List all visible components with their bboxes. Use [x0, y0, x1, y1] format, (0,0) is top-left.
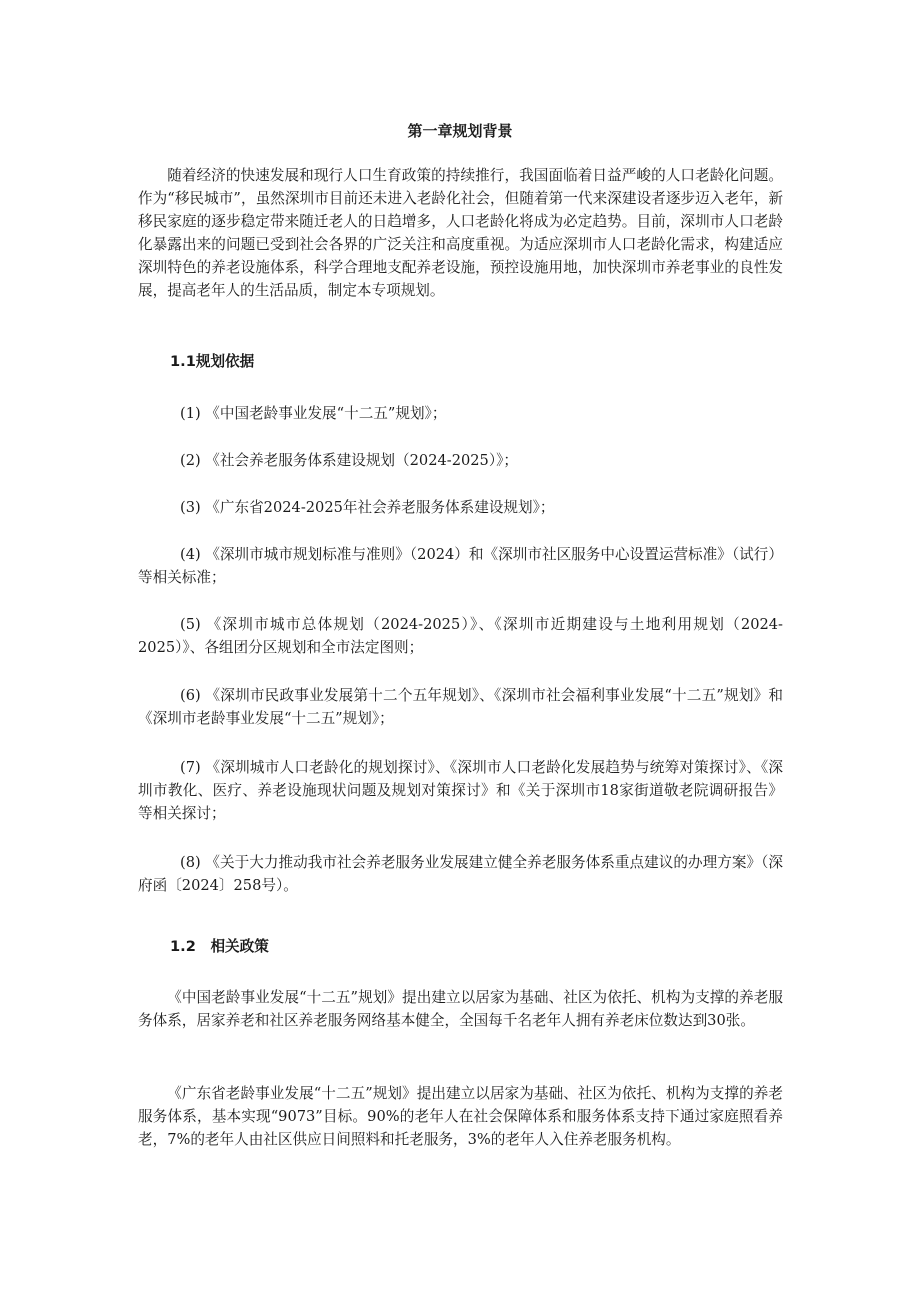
section-heading-1-2: 1.2 相关政策: [170, 938, 269, 955]
list-item: (6) 《深圳市民政事业发展第十二个五年规划》、《深圳市社会福利事业发展“十二五”规划》和《深圳市老龄事业发展“十二五”规划》；: [138, 687, 783, 727]
policy-paragraph-1: 《中国老龄事业发展“十二五”规划》提出建立以居家为基础、社区为依托、机构为支撑的养老服务体系，居家养老和社区养老服务网络基本健全，全国每千名老年人拥有养老床位数达到30张。: [138, 989, 783, 1029]
list-item: (7) 《深圳城市人口老龄化的规划探讨》、《深圳市人口老龄化发展趋势与统筹对策探讨》、《深圳市教化、医疗、养老设施现状问题及规划对策探讨》和《关于深圳市18家街道敬老院调研报告》等相关探讨；: [138, 759, 783, 822]
list-item: (2) 《社会养老服务体系建设规划（2024-2025）》；: [180, 452, 519, 469]
intro-paragraph: 随着经济的快速发展和现行人口生育政策的持续推行，我国面临着日益严峻的人口老龄化问题。作为“移民城市”，虽然深圳市目前还未进入老龄化社会，但随着第一代来深建设者逐步迈入老年，新移民家庭的逐步稳定带来随迁老人的日趋增多，人口老龄化将成为必定趋势。目前，深圳市人口老龄化暴露出来的问题已受到社会各界的广泛关注和高度重视。为适应深圳市人口老龄化需求，构建适应深圳特色的养老设施体系，科学合理地支配养老设施，预控设施用地，加快深圳市养老事业的良性发展，提高老年人的生活品质，制定本专项规划。: [138, 167, 783, 299]
chapter-title: 第一章规划背景: [407, 122, 513, 140]
section-heading-1-1: 1.1规划依据: [170, 353, 255, 370]
list-item: (5) 《深圳市城市总体规划（2024-2025）》、《深圳市近期建设与土地利用规划（2024-2025）》、各组团分区规划和全市法定图则；: [138, 616, 783, 656]
list-item: (8) 《关于大力推动我市社会养老服务业发展建立健全养老服务体系重点建议的办理方案》（深府函〔2024〕258号）。: [138, 854, 783, 894]
policy-paragraph-2: 《广东省老龄事业发展“十二五”规划》提出建立以居家为基础、社区为依托、机构为支撑的养老服务体系，基本实现“9073”目标。90%的老年人在社会保障体系和服务体系支持下通过家庭照看养老，7%的老年人由社区供应日间照料和托老服务，3%的老年人入住养老服务机构。: [138, 1085, 783, 1148]
list-item: (4) 《深圳市城市规划标准与准则》（2024）和《深圳市社区服务中心设置运营标准》（试行）等相关标准；: [138, 546, 783, 586]
list-item: (1) 《中国老龄事业发展“十二五”规划》；: [180, 405, 447, 422]
list-item: (3) 《广东省2024-2025年社会养老服务体系建设规划》；: [180, 499, 555, 516]
